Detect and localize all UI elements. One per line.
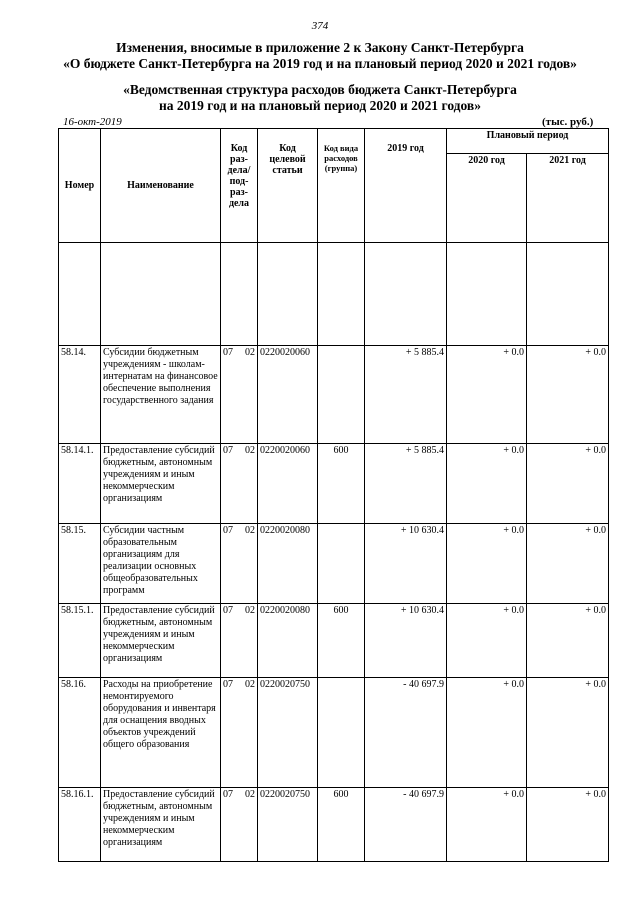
row-expense-type: 600: [318, 604, 365, 678]
document-title: [0, 40, 640, 72]
row-2021-value: + 0.0: [527, 444, 609, 524]
row-target-code: 0220020060: [258, 346, 318, 444]
row-section-code: 07 02: [221, 604, 258, 678]
row-expense-type: 600: [318, 788, 365, 862]
table-row: [59, 604, 609, 678]
row-target-code: 0220020080: [258, 604, 318, 678]
row-number: 58.16.1.: [59, 788, 101, 862]
row-expense-type: [318, 678, 365, 788]
row-2019-value: + 5 885.4: [365, 444, 447, 524]
header-section: Код раз-дела/ под-раз-дела: [221, 129, 258, 243]
table-row: [59, 524, 609, 604]
title-line-2: «О бюджете Санкт-Петербурга на 2019 год и на плановый период 2020 и 2021 годов»: [63, 56, 577, 71]
row-name: Предоставление субсидий бюджетным, автономным учреждениям и иным некоммерческим организациям: [101, 604, 221, 678]
table-row: [59, 678, 609, 788]
page-number: 374: [311, 20, 329, 32]
row-section-code: 07 02: [221, 678, 258, 788]
row-number: 58.14.: [59, 346, 101, 444]
row-number: 58.14.1.: [59, 444, 101, 524]
table-row: [59, 788, 609, 862]
row-2019-value: - 40 697.9: [365, 788, 447, 862]
row-2021-value: + 0.0: [527, 346, 609, 444]
header-planned-period: Плановый период: [447, 129, 609, 154]
row-target-code: 0220020750: [258, 788, 318, 862]
table-row: [59, 346, 609, 444]
row-2021-value: + 0.0: [527, 604, 609, 678]
row-2020-value: + 0.0: [447, 678, 527, 788]
row-2020-value: + 0.0: [447, 788, 527, 862]
document-date: 16-окт-2019: [63, 116, 122, 128]
budget-table: [58, 128, 609, 862]
subtitle-line-2: на 2019 год и на плановый период 2020 и 2021 годов»: [159, 98, 481, 113]
row-name: Субсидии бюджетным учреждениям - школам-интернатам на финансовое обеспечение выполнения государственного задания: [101, 346, 221, 444]
row-expense-type: 600: [318, 444, 365, 524]
spacer-cell: [365, 243, 447, 346]
header-2021: 2021 год: [527, 154, 609, 243]
row-expense-type: [318, 346, 365, 444]
row-target-code: 0220020080: [258, 524, 318, 604]
row-target-code: 0220020750: [258, 678, 318, 788]
spacer-cell: [318, 243, 365, 346]
spacer-cell: [527, 243, 609, 346]
header-target: Код целевой статьи: [258, 129, 318, 243]
row-number: 58.16.: [59, 678, 101, 788]
row-section-code: 07 02: [221, 788, 258, 862]
header-2020: 2020 год: [447, 154, 527, 243]
row-name: Предоставление субсидий бюджетным, автономным учреждениям и иным некоммерческим организациям: [101, 788, 221, 862]
header-expense-type: Код вида расходов (группа): [318, 129, 365, 243]
row-2019-value: + 10 630.4: [365, 524, 447, 604]
row-section-code: 07 02: [221, 346, 258, 444]
row-target-code: 0220020060: [258, 444, 318, 524]
row-name: Предоставление субсидий бюджетным, автономным учреждениям и иным некоммерческим организациям: [101, 444, 221, 524]
row-name: Субсидии частным образовательным организациям для реализации основных общеобразовательных программ: [101, 524, 221, 604]
row-2020-value: + 0.0: [447, 346, 527, 444]
subtitle-line-1: «Ведомственная структура расходов бюджета Санкт-Петербурга: [123, 82, 517, 97]
row-2020-value: + 0.0: [447, 444, 527, 524]
row-2021-value: + 0.0: [527, 524, 609, 604]
spacer-cell: [221, 243, 258, 346]
row-2019-value: + 5 885.4: [365, 346, 447, 444]
row-2020-value: + 0.0: [447, 524, 527, 604]
row-name: Расходы на приобретение немонтируемого оборудования и инвентаря для оснащения вводных объектов учреждений общего образования: [101, 678, 221, 788]
row-2021-value: + 0.0: [527, 678, 609, 788]
row-section-code: 07 02: [221, 444, 258, 524]
row-number: 58.15.: [59, 524, 101, 604]
row-2019-value: - 40 697.9: [365, 678, 447, 788]
row-2021-value: + 0.0: [527, 788, 609, 862]
row-number: 58.15.1.: [59, 604, 101, 678]
row-section-code: 07 02: [221, 524, 258, 604]
header-2019: 2019 год: [365, 129, 447, 243]
row-2020-value: + 0.0: [447, 604, 527, 678]
table-row: [59, 444, 609, 524]
row-2019-value: + 10 630.4: [365, 604, 447, 678]
spacer-cell: [59, 243, 101, 346]
spacer-cell: [447, 243, 527, 346]
units-label: (тыс. руб.): [542, 116, 594, 128]
row-expense-type: [318, 524, 365, 604]
document-subtitle: [0, 82, 640, 114]
spacer-cell: [258, 243, 318, 346]
header-name: Наименование: [101, 129, 221, 243]
title-line-1: Изменения, вносимые в приложение 2 к Закону Санкт-Петербурга: [116, 40, 524, 55]
header-number: Номер: [59, 129, 101, 243]
spacer-cell: [101, 243, 221, 346]
